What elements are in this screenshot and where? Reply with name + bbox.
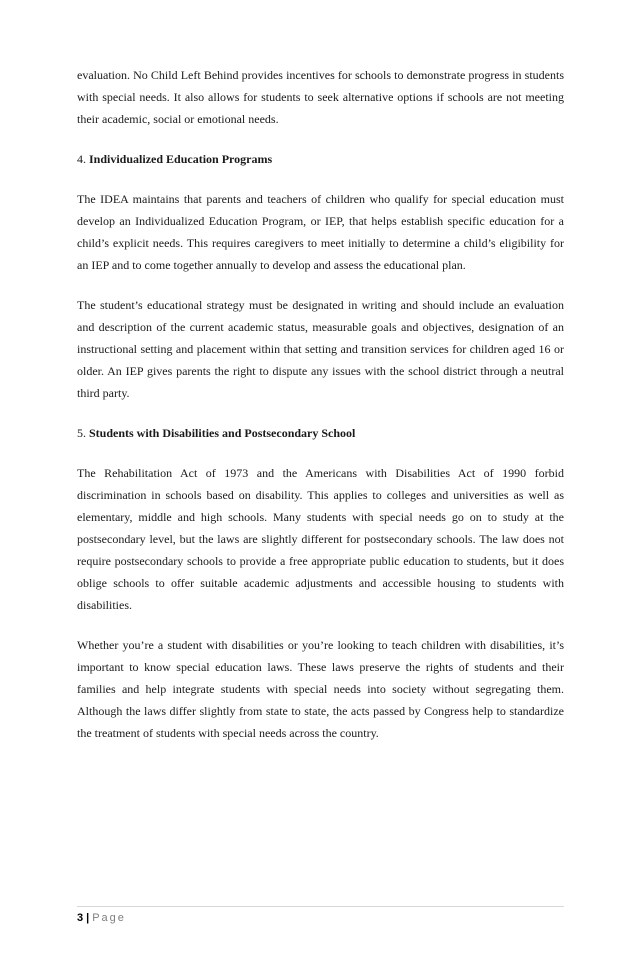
footer-separator: | [86,912,90,924]
page-footer [77,910,126,926]
page-body [77,64,564,744]
section-5-paragraph-2: Whether you’re a student with disabilities or you’re looking to teach children with disabilities, it’s important to know special education laws. These laws preserve the rights of students and their families and help integrate students with special needs into society without segregating them. Although the laws differ slightly from state to state, the acts passed by Congress help to standardize the treatment of students with special needs across the country. [77,638,564,740]
section-5-paragraph-1: The Rehabilitation Act of 1973 and the Americans with Disabilities Act of 1990 forbid discrimination in schools based on disability. This applies to colleges and universities as well as elementary, middle and high schools. Many students with special needs go on to study at the postsecondary level, but the laws are slightly different for postsecondary schools. The law does not require postsecondary schools to provide a free appropriate public education to students, but it does oblige schools to offer suitable academic adjustments and accessible housing to students with disabilities. [77,466,564,612]
section-4-heading [77,148,564,170]
section-5-title: Students with Disabilities and Postsecondary School [89,426,356,440]
page-label: Page [92,912,126,924]
section-5-heading [77,422,564,444]
footer-divider [77,906,564,907]
section-4-paragraph-1: The IDEA maintains that parents and teachers of children who qualify for special education must develop an Individualized Education Program, or IEP, that helps establish specific education for a child’s explicit needs. This requires caregivers to meet initially to determine a child’s eligibility for an IEP and to come together annually to develop and assess the educational plan. [77,192,564,272]
paragraph-intro: evaluation. No Child Left Behind provides incentives for schools to demonstrate progress in students with special needs. It also allows for students to seek alternative options if schools are not meeting their academic, social or emotional needs. [77,68,564,126]
section-4-number: 4. [77,152,86,166]
section-4-title: Individualized Education Programs [89,152,273,166]
section-4-paragraph-2: The student’s educational strategy must be designated in writing and should include an evaluation and description of the current academic status, measurable goals and objectives, designation of an instructional setting and placement within that setting and transition services for children aged 16 or older. An IEP gives parents the right to dispute any issues with the school district through a neutral third party. [77,298,564,400]
page-number: 3 [77,912,84,924]
section-5-number: 5. [77,426,86,440]
